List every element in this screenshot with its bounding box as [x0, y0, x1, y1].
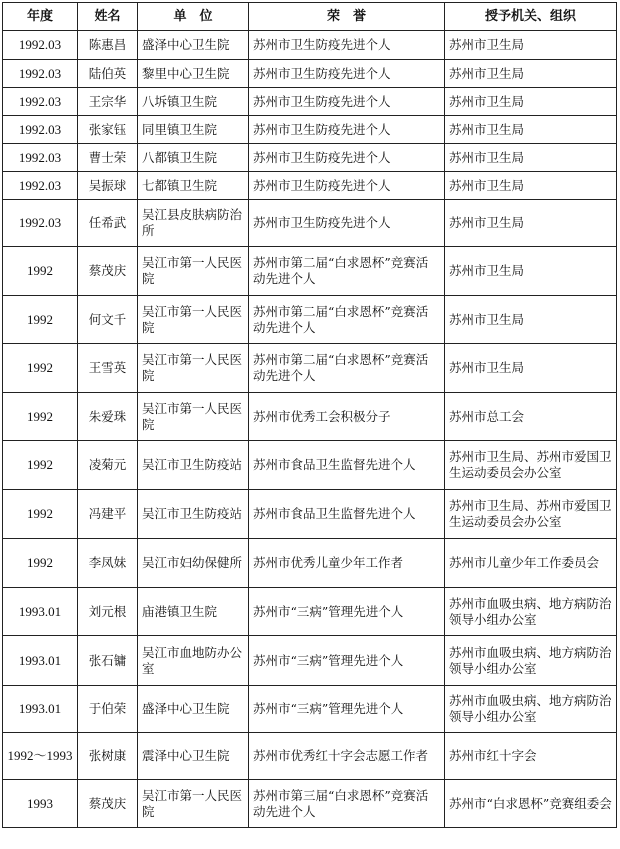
cell-org: 苏州市血吸虫病、地方病防治领导小组办公室 — [445, 636, 617, 686]
cell-name: 王宗华 — [78, 88, 138, 116]
cell-name: 张树康 — [78, 733, 138, 780]
cell-name: 朱爱珠 — [78, 393, 138, 441]
cell-org: 苏州市儿童少年工作委员会 — [445, 539, 617, 588]
table-row — [3, 200, 617, 247]
table-row — [3, 344, 617, 393]
table-row — [3, 539, 617, 588]
cell-org: 苏州市卫生局 — [445, 88, 617, 116]
cell-name: 陈惠昌 — [78, 31, 138, 60]
cell-honor: 苏州市食品卫生监督先进个人 — [249, 490, 445, 539]
cell-unit: 吴江市第一人民医院 — [138, 344, 249, 393]
cell-honor: 苏州市卫生防疫先进个人 — [249, 144, 445, 172]
table-row — [3, 490, 617, 539]
cell-honor: 苏州市“三病”管理先进个人 — [249, 636, 445, 686]
table-row — [3, 733, 617, 780]
cell-unit: 吴江市卫生防疫站 — [138, 441, 249, 490]
cell-org: 苏州市卫生局 — [445, 172, 617, 200]
cell-honor: 苏州市第三届“白求恩杯”竞赛活动先进个人 — [249, 780, 445, 828]
cell-unit: 吴江市第一人民医院 — [138, 247, 249, 296]
cell-unit: 震泽中心卫生院 — [138, 733, 249, 780]
table-row — [3, 172, 617, 200]
cell-name: 张石镛 — [78, 636, 138, 686]
table-row — [3, 60, 617, 88]
cell-name: 凌菊元 — [78, 441, 138, 490]
cell-name: 于伯荣 — [78, 686, 138, 733]
cell-honor: 苏州市“三病”管理先进个人 — [249, 588, 445, 636]
table-row — [3, 393, 617, 441]
cell-honor: 苏州市卫生防疫先进个人 — [249, 200, 445, 247]
cell-unit: 吴江市第一人民医院 — [138, 780, 249, 828]
cell-unit: 吴江市第一人民医院 — [138, 393, 249, 441]
table-row — [3, 31, 617, 60]
cell-org: 苏州市卫生局 — [445, 200, 617, 247]
cell-name: 何文千 — [78, 296, 138, 344]
cell-org: 苏州市总工会 — [445, 393, 617, 441]
cell-year: 1992 — [3, 344, 78, 393]
cell-unit: 盛泽中心卫生院 — [138, 31, 249, 60]
header-unit: 单 位 — [138, 3, 249, 31]
table-row — [3, 88, 617, 116]
cell-org: 苏州市卫生局、苏州市爱国卫生运动委员会办公室 — [445, 441, 617, 490]
table-row — [3, 116, 617, 144]
cell-org: 苏州市血吸虫病、地方病防治领导小组办公室 — [445, 686, 617, 733]
cell-unit: 盛泽中心卫生院 — [138, 686, 249, 733]
cell-name: 吴振球 — [78, 172, 138, 200]
cell-honor: 苏州市优秀儿童少年工作者 — [249, 539, 445, 588]
cell-org: 苏州市红十字会 — [445, 733, 617, 780]
cell-honor: 苏州市“三病”管理先进个人 — [249, 686, 445, 733]
cell-year: 1992.03 — [3, 172, 78, 200]
cell-year: 1992 — [3, 441, 78, 490]
cell-year: 1993.01 — [3, 686, 78, 733]
cell-name: 蔡茂庆 — [78, 247, 138, 296]
cell-unit: 黎里中心卫生院 — [138, 60, 249, 88]
cell-honor: 苏州市第二届“白求恩杯”竞赛活动先进个人 — [249, 344, 445, 393]
cell-honor: 苏州市食品卫生监督先进个人 — [249, 441, 445, 490]
cell-year: 1992 — [3, 393, 78, 441]
table-header-row — [3, 3, 617, 31]
cell-year: 1992.03 — [3, 88, 78, 116]
cell-unit: 吴江县皮肤病防治所 — [138, 200, 249, 247]
cell-honor: 苏州市卫生防疫先进个人 — [249, 172, 445, 200]
cell-org: 苏州市卫生局 — [445, 116, 617, 144]
table-row — [3, 144, 617, 172]
cell-year: 1992.03 — [3, 31, 78, 60]
cell-year: 1992 — [3, 490, 78, 539]
document-page — [2, 2, 616, 828]
header-year: 年度 — [3, 3, 78, 31]
table-row — [3, 636, 617, 686]
cell-honor: 苏州市优秀工会积极分子 — [249, 393, 445, 441]
cell-honor: 苏州市第二届“白求恩杯”竞赛活动先进个人 — [249, 247, 445, 296]
cell-year: 1992～1993 — [3, 733, 78, 780]
cell-org: 苏州市卫生局 — [445, 247, 617, 296]
cell-unit: 八都镇卫生院 — [138, 144, 249, 172]
cell-year: 1992.03 — [3, 144, 78, 172]
cell-org: 苏州市卫生局、苏州市爱国卫生运动委员会办公室 — [445, 490, 617, 539]
cell-name: 张家钰 — [78, 116, 138, 144]
table-row — [3, 588, 617, 636]
cell-unit: 吴江市卫生防疫站 — [138, 490, 249, 539]
honors-table — [2, 2, 617, 828]
cell-honor: 苏州市卫生防疫先进个人 — [249, 88, 445, 116]
header-honor: 荣 誉 — [249, 3, 445, 31]
cell-honor: 苏州市优秀红十字会志愿工作者 — [249, 733, 445, 780]
cell-name: 冯建平 — [78, 490, 138, 539]
cell-name: 陆伯英 — [78, 60, 138, 88]
cell-year: 1992 — [3, 539, 78, 588]
cell-honor: 苏州市卫生防疫先进个人 — [249, 60, 445, 88]
cell-name: 曹士荣 — [78, 144, 138, 172]
cell-unit: 吴江市第一人民医院 — [138, 296, 249, 344]
cell-org: 苏州市血吸虫病、地方病防治领导小组办公室 — [445, 588, 617, 636]
table-row — [3, 780, 617, 828]
cell-year: 1993.01 — [3, 588, 78, 636]
header-org: 授予机关、组织 — [445, 3, 617, 31]
cell-year: 1992.03 — [3, 116, 78, 144]
cell-honor: 苏州市卫生防疫先进个人 — [249, 116, 445, 144]
table-row — [3, 441, 617, 490]
cell-org: 苏州市“白求恩杯”竞赛组委会 — [445, 780, 617, 828]
cell-org: 苏州市卫生局 — [445, 344, 617, 393]
table-row — [3, 247, 617, 296]
cell-org: 苏州市卫生局 — [445, 296, 617, 344]
header-name: 姓名 — [78, 3, 138, 31]
cell-unit: 吴江市妇幼保健所 — [138, 539, 249, 588]
cell-year: 1992 — [3, 296, 78, 344]
cell-year: 1992.03 — [3, 200, 78, 247]
cell-unit: 同里镇卫生院 — [138, 116, 249, 144]
cell-unit: 八坼镇卫生院 — [138, 88, 249, 116]
cell-year: 1992 — [3, 247, 78, 296]
cell-unit: 庙港镇卫生院 — [138, 588, 249, 636]
cell-year: 1992.03 — [3, 60, 78, 88]
cell-name: 李凤妹 — [78, 539, 138, 588]
cell-name: 王雪英 — [78, 344, 138, 393]
cell-year: 1993.01 — [3, 636, 78, 686]
cell-unit: 吴江市血地防办公室 — [138, 636, 249, 686]
cell-name: 蔡茂庆 — [78, 780, 138, 828]
cell-honor: 苏州市卫生防疫先进个人 — [249, 31, 445, 60]
table-body — [3, 31, 617, 828]
cell-org: 苏州市卫生局 — [445, 144, 617, 172]
cell-name: 刘元根 — [78, 588, 138, 636]
cell-org: 苏州市卫生局 — [445, 60, 617, 88]
cell-unit: 七都镇卫生院 — [138, 172, 249, 200]
table-row — [3, 296, 617, 344]
cell-year: 1993 — [3, 780, 78, 828]
cell-org: 苏州市卫生局 — [445, 31, 617, 60]
cell-name: 任希武 — [78, 200, 138, 247]
cell-honor: 苏州市第二届“白求恩杯”竞赛活动先进个人 — [249, 296, 445, 344]
table-row — [3, 686, 617, 733]
